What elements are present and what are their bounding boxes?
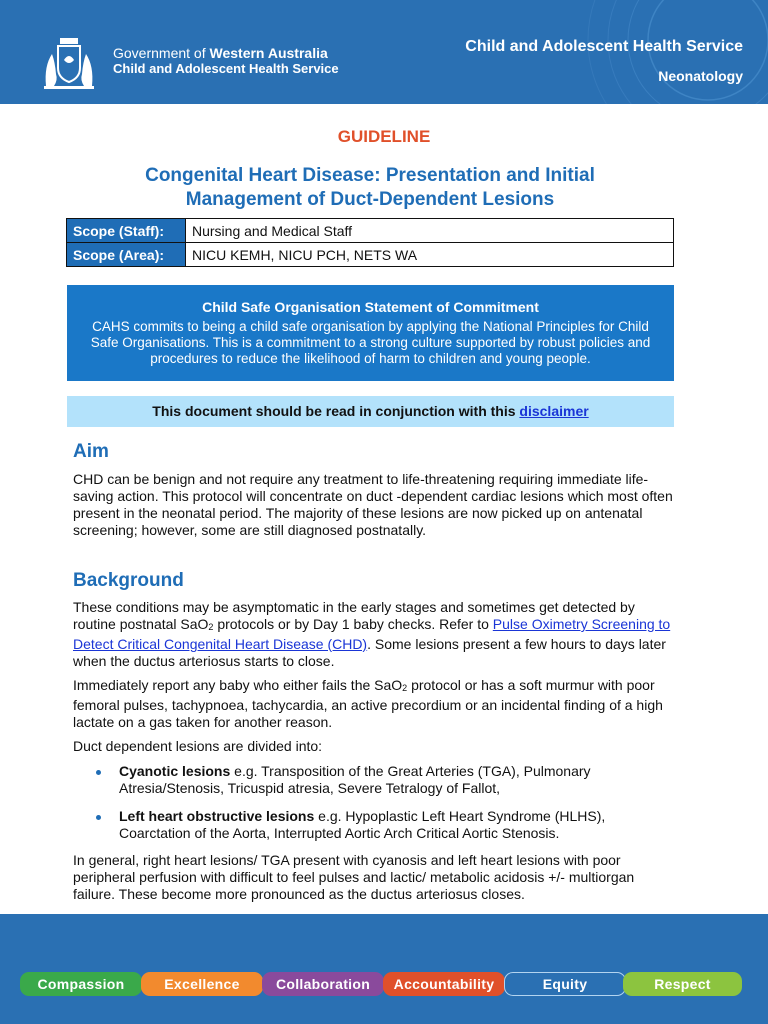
department-name: Neonatology bbox=[658, 68, 743, 84]
scope-label: Scope (Area): bbox=[67, 243, 186, 267]
scope-table bbox=[66, 218, 674, 267]
disclaimer-bar bbox=[67, 396, 674, 427]
footer-banner bbox=[0, 914, 768, 1024]
value-collaboration: Collaboration bbox=[262, 972, 384, 996]
commitment-heading: Child Safe Organisation Statement of Commitment bbox=[202, 299, 539, 315]
pulse-oximetry-link[interactable]: Pulse Oximetry Screening to Detect Critical Congenital Heart Disease (CHD) bbox=[73, 616, 671, 652]
government-service-name: Child and Adolescent Health Service bbox=[113, 61, 339, 76]
background-heading: Background bbox=[73, 570, 184, 591]
scope-row-staff bbox=[67, 219, 674, 243]
value-respect: Respect bbox=[623, 972, 742, 996]
bullet-icon bbox=[96, 815, 101, 820]
page-title bbox=[60, 164, 680, 212]
header-banner bbox=[0, 0, 768, 104]
list-item: Cyanotic lesions e.g. Transposition of the Great Arteries (TGA), Pulmonary Atresia/Stenosis, Tricuspid atresia, Severe Tetralogy of Fallot, bbox=[96, 763, 671, 797]
scope-label: Scope (Staff): bbox=[67, 219, 186, 243]
aim-text: CHD can be benign and not require any treatment to life-threatening requiring immediate life-saving action. This protocol will concentrate on duct -dependent cardiac lesions which most often present in the neonatal period. The majority of these lesions are now picked up on antenatal screening; however, some are still diagnosed postnatally. bbox=[73, 471, 673, 538]
government-name: Government of Western Australia bbox=[113, 45, 328, 61]
bullet-icon bbox=[96, 770, 101, 775]
value-equity: Equity bbox=[504, 972, 626, 996]
aim-heading: Aim bbox=[73, 441, 109, 462]
commitment-text: CAHS commits to being a child safe organisation by applying the National Principles for Child Safe Organisations. This is a commitment to a strong culture supported by robust policies and procedures to reduce the likelihood of harm to children and young people. bbox=[90, 319, 651, 366]
scope-row-area bbox=[67, 243, 674, 267]
values-bar bbox=[20, 972, 742, 996]
disclaimer-link[interactable]: disclaimer bbox=[519, 403, 589, 419]
scope-value: Nursing and Medical Staff bbox=[186, 219, 674, 243]
value-compassion: Compassion bbox=[20, 972, 142, 996]
disclaimer-text: This document should be read in conjunction with this bbox=[152, 403, 520, 419]
value-excellence: Excellence bbox=[141, 972, 263, 996]
title-line-1: Congenital Heart Disease: Presentation and Initial bbox=[145, 165, 595, 186]
service-name: Child and Adolescent Health Service bbox=[465, 38, 743, 55]
list-item: Left heart obstructive lesions e.g. Hypoplastic Left Heart Syndrome (HLHS), Coarctation of the Aorta, Interrupted Aortic Arch Critical Aortic Stenosis. bbox=[96, 808, 671, 842]
background-paragraph-3: Duct dependent lesions are divided into: bbox=[73, 738, 323, 754]
commitment-box bbox=[67, 285, 674, 381]
background-paragraph-2: Immediately report any baby who either fails the SaO$_2$ protocol or has a soft murmur with poor femoral pulses, tachypnoea, tachycardia, an active precordium or an incidental finding of a high lactate on a gas taken for another reason. bbox=[73, 677, 663, 730]
value-accountability: Accountability bbox=[383, 972, 505, 996]
document-type: GUIDELINE bbox=[337, 127, 431, 146]
background-paragraph-1: These conditions may be asymptomatic in the early stages and sometimes get detected by routine postnatal SaO$_2$ protocols or by Day 1 baby checks. Refer to Pulse Oximetry Screening to Detect Critical Congenital Heart Disease (CHD). Some lesions present a few hours to days later when the ductus arteriosus starts to close. bbox=[73, 599, 671, 669]
background-paragraph-4: In general, right heart lesions/ TGA present with cyanosis and left heart lesions with poor peripheral perfusion with difficult to feel pulses and lactic/ metabolic acidosis +/- multiorgan failure. These become more pronounced as the ductus arteriosus closes. bbox=[73, 852, 635, 902]
title-line-2: Management of Duct-Dependent Lesions bbox=[185, 189, 555, 210]
scope-value: NICU KEMH, NICU PCH, NETS WA bbox=[186, 243, 674, 267]
wa-coat-of-arms-icon bbox=[38, 36, 100, 92]
